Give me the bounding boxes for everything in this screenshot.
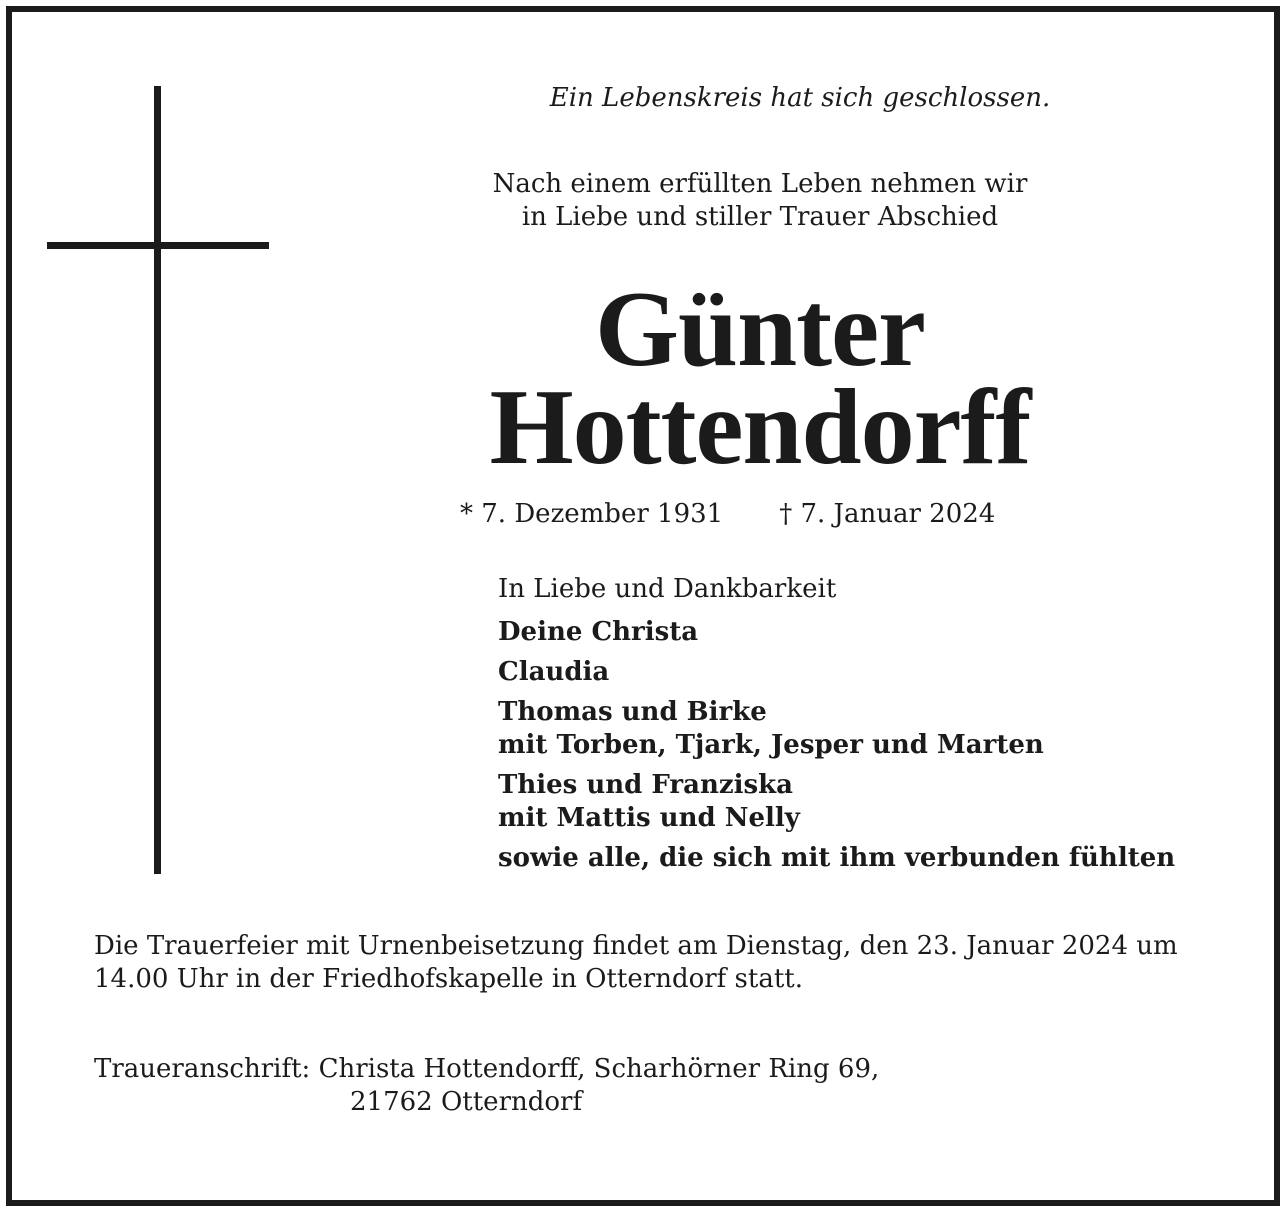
birth-date: * 7. Dezember 1931 xyxy=(460,499,724,529)
family-entry: Thies und Franziska xyxy=(498,770,793,800)
thanks-line: In Liebe und Dankbarkeit xyxy=(498,574,837,604)
first-name: Günter xyxy=(595,270,925,389)
family-group xyxy=(498,769,1175,835)
cross-icon-horizontal-bar xyxy=(47,242,269,249)
address-line-2: 21762 Otterndorf xyxy=(350,1087,583,1117)
family-entry: Thomas und Birke xyxy=(498,697,767,727)
ceremony-notice xyxy=(94,930,1204,996)
mourning-address xyxy=(94,1053,879,1119)
intro-text xyxy=(380,168,1140,234)
death-date: † 7. Januar 2024 xyxy=(779,499,996,529)
family-entry: Deine Christa xyxy=(498,617,699,647)
family-entry: Claudia xyxy=(498,657,610,687)
intro-line-1: Nach einem erfüllten Leben nehmen wir xyxy=(492,169,1028,199)
family-entry: mit Mattis und Nelly xyxy=(498,803,800,833)
family-list xyxy=(498,616,1175,875)
family-group xyxy=(498,696,1175,762)
motto: Ein Lebenskreis hat sich geschlossen. xyxy=(549,83,1051,113)
family-entry: mit Torben, Tjark, Jesper und Marten xyxy=(498,730,1044,760)
intro-line-2: in Liebe und stiller Trauer Abschied xyxy=(521,202,999,232)
family-entry: sowie alle, die sich mit ihm verbunden fühlten xyxy=(498,843,1176,873)
ceremony-line-2: 14.00 Uhr in der Friedhofskapelle in Otterndorf statt. xyxy=(94,964,804,994)
last-name: Hottendorff xyxy=(489,368,1031,487)
cross-icon-vertical-bar xyxy=(154,86,161,874)
address-line-1: Traueranschrift: Christa Hottendorff, Scharhörner Ring 69, xyxy=(94,1054,880,1084)
life-dates xyxy=(460,496,995,532)
ceremony-line-1: Die Trauerfeier mit Urnenbeisetzung findet am Dienstag, den 23. Januar 2024 um xyxy=(94,931,1178,961)
